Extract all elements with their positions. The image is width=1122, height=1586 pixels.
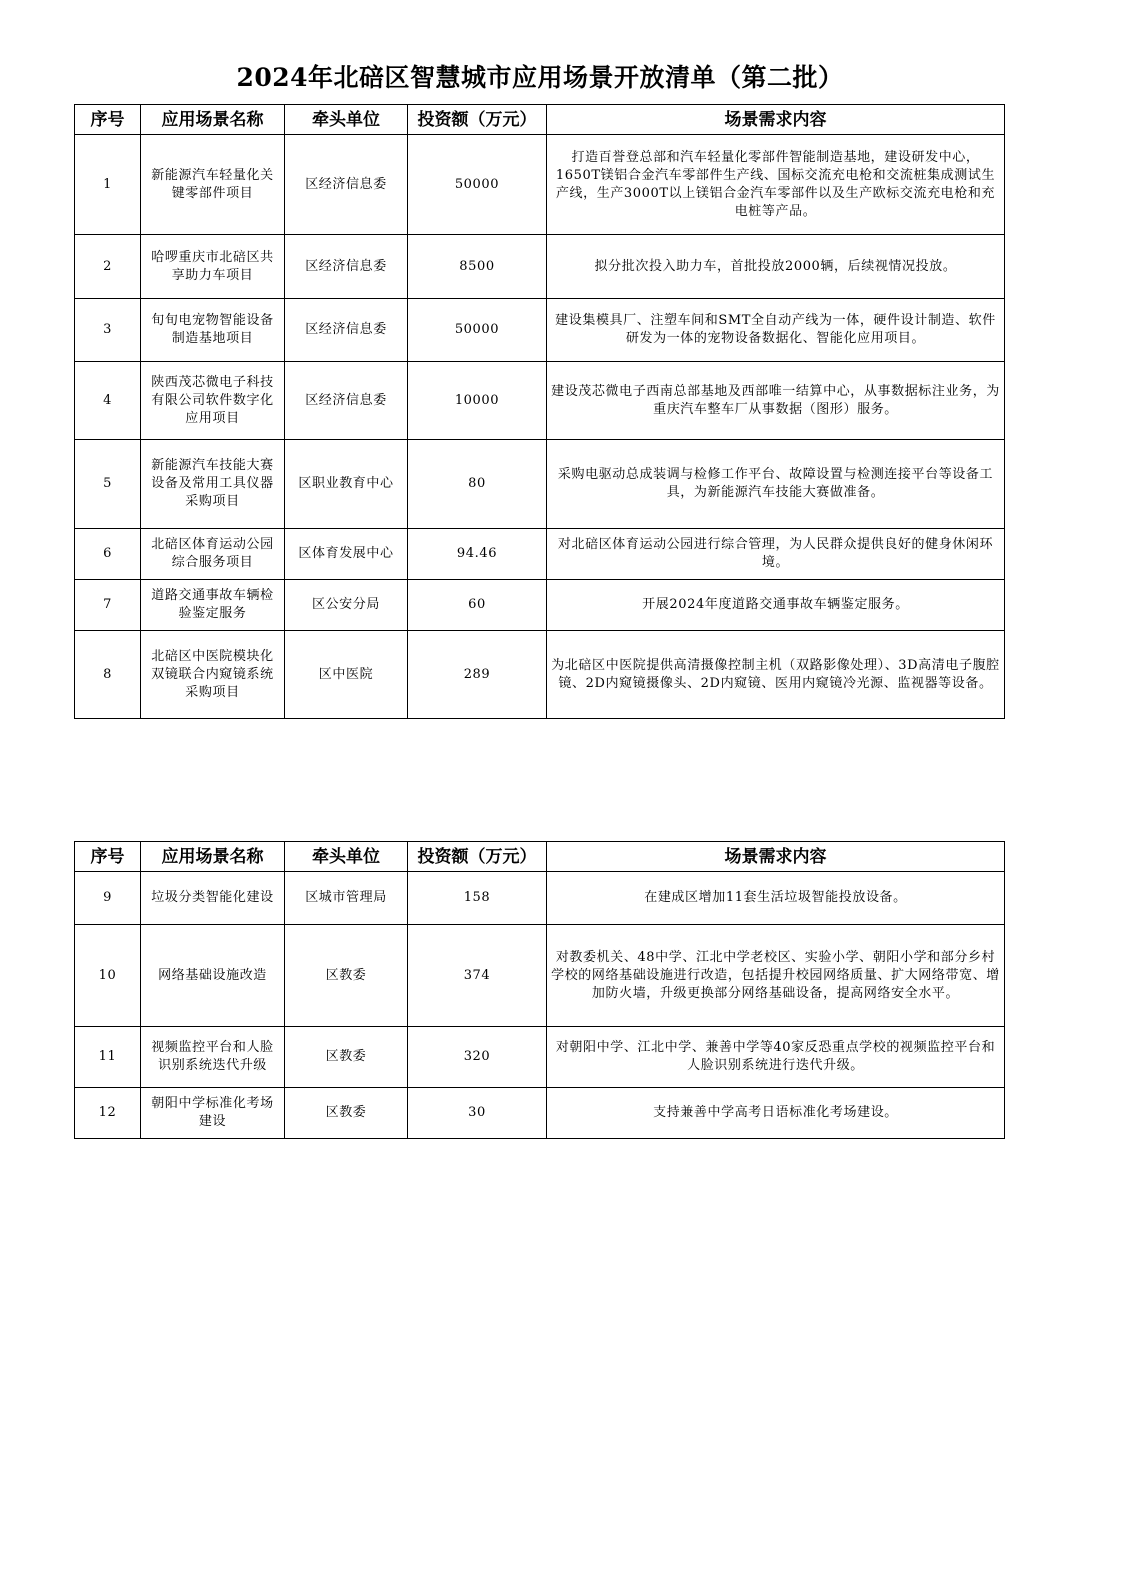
requirement-content: 支持兼善中学高考日语标准化考场建设。: [547, 1088, 1005, 1139]
header-scenario-name: 应用场景名称: [141, 842, 285, 872]
row-index: 5: [75, 440, 141, 529]
requirement-content: 在建成区增加11套生活垃圾智能投放设备。: [547, 872, 1005, 925]
scenario-name: 垃圾分类智能化建设: [141, 872, 285, 925]
header-index: 序号: [75, 105, 141, 135]
lead-unit: 区教委: [285, 1027, 408, 1088]
scenario-name: 北碚区体育运动公园综合服务项目: [141, 529, 285, 580]
requirement-content: 对朝阳中学、江北中学、兼善中学等40家反恐重点学校的视频监控平台和人脸识别系统进行迭代升级。: [547, 1027, 1005, 1088]
table-row: [75, 872, 1005, 925]
lead-unit: 区职业教育中心: [285, 440, 408, 529]
row-index: 6: [75, 529, 141, 580]
row-index: 10: [75, 925, 141, 1027]
header-lead-unit: 牵头单位: [285, 842, 408, 872]
table-row: [75, 529, 1005, 580]
table-row: [75, 135, 1005, 235]
scenario-table-1: [74, 104, 1005, 719]
requirement-content: 对教委机关、48中学、江北中学老校区、实验小学、朝阳小学和部分乡村学校的网络基础设施进行改造，包括提升校园网络质量、扩大网络带宽、增加防火墙，升级更换部分网络基础设备，提高网络安全水平。: [547, 925, 1005, 1027]
lead-unit: 区体育发展中心: [285, 529, 408, 580]
investment-amount: 374: [408, 925, 547, 1027]
table-header-row: [75, 105, 1005, 135]
lead-unit: 区经济信息委: [285, 235, 408, 299]
requirement-content: 打造百誉登总部和汽车轻量化零部件智能制造基地，建设研发中心，1650T镁铝合金汽车零部件生产线、国标交流充电枪和交流桩集成测试生产线，生产3000T以上镁铝合金汽车零部件以及生产欧标交流充电枪和充电桩等产品。: [547, 135, 1005, 235]
row-index: 7: [75, 580, 141, 631]
investment-amount: 50000: [408, 299, 547, 362]
requirement-content: 拟分批次投入助力车，首批投放2000辆，后续视情况投放。: [547, 235, 1005, 299]
investment-amount: 94.46: [408, 529, 547, 580]
scenario-name: 网络基础设施改造: [141, 925, 285, 1027]
lead-unit: 区经济信息委: [285, 299, 408, 362]
table-row: [75, 631, 1005, 719]
investment-amount: 60: [408, 580, 547, 631]
scenario-name: 道路交通事故车辆检验鉴定服务: [141, 580, 285, 631]
lead-unit: 区公安分局: [285, 580, 408, 631]
scenario-name: 新能源汽车轻量化关键零部件项目: [141, 135, 285, 235]
header-requirement: 场景需求内容: [547, 842, 1005, 872]
requirement-content: 对北碚区体育运动公园进行综合管理，为人民群众提供良好的健身休闲环境。: [547, 529, 1005, 580]
scenario-name: 北碚区中医院模块化双镜联合内窥镜系统采购项目: [141, 631, 285, 719]
header-lead-unit: 牵头单位: [285, 105, 408, 135]
requirement-content: 开展2024年度道路交通事故车辆鉴定服务。: [547, 580, 1005, 631]
investment-amount: 320: [408, 1027, 547, 1088]
document-title: 2024年北碚区智慧城市应用场景开放清单（第二批）: [236, 63, 844, 92]
investment-amount: 50000: [408, 135, 547, 235]
lead-unit: 区中医院: [285, 631, 408, 719]
table-row: [75, 1027, 1005, 1088]
header-index: 序号: [75, 842, 141, 872]
row-index: 8: [75, 631, 141, 719]
lead-unit: 区教委: [285, 925, 408, 1027]
investment-amount: 10000: [408, 362, 547, 440]
requirement-content: 建设集模具厂、注塑车间和SMT全自动产线为一体，硬件设计制造、软件研发为一体的宠物设备数据化、智能化应用项目。: [547, 299, 1005, 362]
scenario-table-2: [74, 841, 1005, 1139]
scenario-name: 陕西茂芯微电子科技有限公司软件数字化应用项目: [141, 362, 285, 440]
investment-amount: 158: [408, 872, 547, 925]
requirement-content: 建设茂芯微电子西南总部基地及西部唯一结算中心，从事数据标注业务，为重庆汽车整车厂从事数据（图形）服务。: [547, 362, 1005, 440]
investment-amount: 289: [408, 631, 547, 719]
scenario-name: 新能源汽车技能大赛设备及常用工具仪器采购项目: [141, 440, 285, 529]
requirement-content: 采购电驱动总成装调与检修工作平台、故障设置与检测连接平台等设备工具，为新能源汽车技能大赛做准备。: [547, 440, 1005, 529]
table-row: [75, 580, 1005, 631]
investment-amount: 8500: [408, 235, 547, 299]
row-index: 11: [75, 1027, 141, 1088]
scenario-name: 旬旬电宠物智能设备制造基地项目: [141, 299, 285, 362]
table-row: [75, 440, 1005, 529]
row-index: 3: [75, 299, 141, 362]
table-row: [75, 235, 1005, 299]
row-index: 12: [75, 1088, 141, 1139]
table-row: [75, 299, 1005, 362]
scenario-name: 视频监控平台和人脸识别系统迭代升级: [141, 1027, 285, 1088]
header-investment: 投资额（万元）: [408, 842, 547, 872]
row-index: 2: [75, 235, 141, 299]
requirement-content: 为北碚区中医院提供高清摄像控制主机（双路影像处理）、3D高清电子腹腔镜、2D内窥镜摄像头、2D内窥镜、医用内窥镜冷光源、监视器等设备。: [547, 631, 1005, 719]
investment-amount: 80: [408, 440, 547, 529]
table-row: [75, 925, 1005, 1027]
table-row: [75, 1088, 1005, 1139]
row-index: 4: [75, 362, 141, 440]
header-requirement: 场景需求内容: [547, 105, 1005, 135]
lead-unit: 区经济信息委: [285, 362, 408, 440]
scenario-name: 哈啰重庆市北碚区共享助力车项目: [141, 235, 285, 299]
lead-unit: 区教委: [285, 1088, 408, 1139]
header-scenario-name: 应用场景名称: [141, 105, 285, 135]
table-row: [75, 362, 1005, 440]
row-index: 1: [75, 135, 141, 235]
investment-amount: 30: [408, 1088, 547, 1139]
lead-unit: 区经济信息委: [285, 135, 408, 235]
header-investment: 投资额（万元）: [408, 105, 547, 135]
scenario-name: 朝阳中学标准化考场建设: [141, 1088, 285, 1139]
table-header-row: [75, 842, 1005, 872]
row-index: 9: [75, 872, 141, 925]
lead-unit: 区城市管理局: [285, 872, 408, 925]
